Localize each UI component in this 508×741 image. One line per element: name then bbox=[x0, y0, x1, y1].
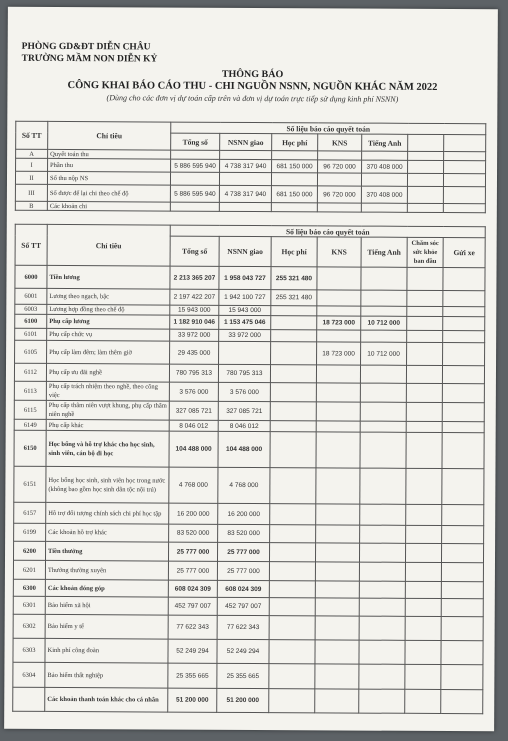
row-nsnn-giao: 25 355 665 bbox=[217, 663, 269, 688]
col-header-nsnn-giao: NSNN giao bbox=[219, 236, 271, 266]
row-empty bbox=[443, 187, 485, 204]
org-line-1: PHÒNG GD&ĐT DIỄN CHÂU bbox=[21, 41, 151, 53]
row-stt: 6100 bbox=[15, 314, 47, 328]
row-name: Số thu nộp NS bbox=[47, 171, 170, 185]
org-line-2: TRƯỜNG MẦM NON DIỄN KỶ bbox=[21, 53, 158, 65]
organization-header bbox=[22, 41, 158, 66]
row-empty bbox=[443, 204, 485, 213]
row-name: Phần thu bbox=[48, 158, 171, 172]
col-header-nsnn-giao: NSNN giao bbox=[220, 133, 272, 150]
row-name: Phụ cấp ưu đãi nghề bbox=[46, 363, 169, 382]
col-header-group: Số liệu báo cáo quyết toán bbox=[170, 225, 485, 238]
row-stt: B bbox=[15, 201, 47, 210]
row-gui-xe bbox=[441, 689, 483, 713]
col-header-kns: KNS bbox=[317, 237, 361, 267]
row-nsnn-giao: 4 768 000 bbox=[218, 467, 270, 503]
row-tieng-anh bbox=[360, 421, 406, 432]
row-hoc-phi bbox=[269, 581, 315, 598]
row-name: Lương theo ngạch, bậc bbox=[47, 288, 170, 305]
row-tong-so bbox=[171, 150, 220, 159]
row-kns bbox=[317, 267, 361, 290]
row-hoc-phi bbox=[269, 640, 315, 664]
row-hoc-phi: 681 150 000 bbox=[272, 160, 318, 173]
row-stt: 6157 bbox=[14, 502, 46, 523]
table-row bbox=[13, 560, 483, 581]
row-nsnn-giao bbox=[219, 202, 271, 211]
row-gui-xe bbox=[441, 616, 483, 640]
row-nsnn-giao: 25 777 000 bbox=[217, 561, 269, 580]
row-nsnn-giao: 3 576 000 bbox=[218, 382, 270, 401]
row-nsnn-giao: 327 085 721 bbox=[218, 401, 270, 420]
row-hoc-phi bbox=[271, 203, 317, 212]
row-hoc-phi bbox=[269, 664, 315, 689]
col-header-tieng-anh: Tiếng Anh bbox=[362, 134, 408, 151]
row-name: Lương hợp đồng theo chế độ bbox=[47, 304, 170, 315]
row-tong-so: 327 085 721 bbox=[169, 401, 218, 420]
row-kns: 18 723 000 bbox=[317, 316, 361, 330]
row-gui-xe bbox=[442, 433, 484, 469]
row-stt: 6115 bbox=[14, 400, 46, 419]
row-gui-xe bbox=[443, 307, 485, 317]
row-tieng-anh bbox=[360, 432, 406, 468]
row-name: Phụ cấp chức vụ bbox=[47, 328, 170, 341]
table-row bbox=[14, 502, 484, 525]
row-name: Phụ cấp thâm niên vượt khung, phụ cấp thâm niên nghề bbox=[46, 400, 169, 420]
row-hoc-phi bbox=[271, 173, 317, 186]
row-gui-xe bbox=[441, 664, 483, 689]
row-name: Các khoản hỗ trợ khác bbox=[46, 523, 169, 542]
row-empty bbox=[444, 152, 486, 161]
row-tong-so: 8 046 012 bbox=[169, 420, 218, 431]
row-cham-soc bbox=[406, 432, 442, 468]
row-hoc-phi bbox=[270, 432, 316, 468]
row-name: Tiền thưởng bbox=[45, 541, 168, 561]
row-tong-so: 608 024 309 bbox=[168, 580, 217, 597]
row-tieng-anh bbox=[361, 173, 407, 186]
row-nsnn-giao: 1 942 100 727 bbox=[219, 289, 271, 305]
row-name: Kinh phí công đoàn bbox=[45, 638, 168, 663]
row-kns bbox=[315, 581, 359, 598]
row-tong-so: 5 886 595 940 bbox=[171, 159, 220, 172]
col-header-empty-1 bbox=[408, 134, 444, 151]
row-kns bbox=[317, 306, 361, 316]
row-tieng-anh bbox=[360, 525, 406, 543]
row-name: Phụ cấp lương bbox=[47, 314, 170, 329]
row-nsnn-giao: 4 738 317 940 bbox=[219, 185, 271, 202]
row-tong-so: 1 182 910 046 bbox=[170, 315, 219, 329]
row-nsnn-giao: 104 488 000 bbox=[218, 431, 270, 467]
col-header-tieng-anh: Tiếng Anh bbox=[361, 237, 407, 267]
row-kns bbox=[317, 173, 361, 186]
row-tieng-anh bbox=[360, 468, 406, 504]
row-hoc-phi bbox=[270, 402, 316, 421]
row-nsnn-giao: 33 972 000 bbox=[219, 329, 271, 341]
col-header-kns: KNS bbox=[318, 134, 362, 151]
row-tong-so: 15 943 000 bbox=[170, 305, 219, 315]
row-cham-soc bbox=[406, 525, 442, 543]
row-stt: 6001 bbox=[15, 288, 47, 304]
row-tieng-anh bbox=[359, 664, 405, 689]
row-name: Hỗ trợ đối tượng chính sách chi phí học tập bbox=[46, 502, 169, 524]
col-header-empty-2 bbox=[444, 135, 486, 152]
row-nsnn-giao bbox=[219, 172, 271, 185]
row-cham-soc bbox=[406, 383, 442, 402]
row-empty bbox=[408, 151, 444, 160]
row-tieng-anh bbox=[359, 581, 405, 598]
expenditure-table bbox=[12, 224, 486, 714]
col-header-chi-tieu: Chỉ tiêu bbox=[48, 121, 171, 150]
row-hoc-phi bbox=[270, 525, 316, 543]
row-stt: 6303 bbox=[13, 638, 45, 662]
row-stt: 6199 bbox=[14, 523, 46, 541]
row-stt: 6149 bbox=[14, 419, 46, 430]
row-gui-xe bbox=[442, 505, 484, 526]
row-tieng-anh bbox=[360, 365, 406, 383]
row-kns bbox=[316, 365, 360, 383]
row-kns bbox=[315, 543, 359, 562]
row-tieng-anh bbox=[359, 543, 405, 562]
row-cham-soc bbox=[405, 543, 441, 562]
table-row bbox=[13, 541, 483, 562]
row-tong-so: 780 795 313 bbox=[169, 364, 218, 382]
row-hoc-phi bbox=[269, 689, 315, 713]
notice-title: THÔNG BÁO bbox=[221, 68, 284, 81]
row-name: Học bổng học sinh, sinh viên học trong nước (không bao gồm học sinh dân tộc nội trú) bbox=[46, 466, 169, 503]
row-kns bbox=[318, 151, 362, 160]
row-tieng-anh bbox=[361, 290, 407, 306]
row-tong-so: 16 200 000 bbox=[169, 503, 218, 524]
row-nsnn-giao: 77 622 343 bbox=[217, 615, 269, 639]
row-tieng-anh bbox=[361, 267, 407, 290]
row-gui-xe bbox=[441, 581, 483, 598]
row-cham-soc bbox=[405, 689, 441, 713]
row-hoc-phi: 255 321 480 bbox=[271, 290, 317, 306]
row-hoc-phi bbox=[271, 342, 317, 365]
row-empty bbox=[408, 160, 444, 173]
row-kns bbox=[315, 640, 359, 664]
row-tieng-anh bbox=[362, 151, 408, 160]
row-cham-soc bbox=[407, 330, 443, 342]
row-stt: 6112 bbox=[14, 363, 46, 381]
row-hoc-phi bbox=[271, 306, 317, 316]
row-hoc-phi bbox=[271, 316, 317, 330]
row-name: Học bổng và hỗ trợ khác cho học sinh, sinh viên, cán bộ đi học bbox=[46, 430, 169, 467]
table-row bbox=[13, 662, 483, 689]
row-name: Thưởng thường xuyên bbox=[45, 560, 168, 580]
row-gui-xe bbox=[441, 640, 483, 664]
row-kns: 96 720 000 bbox=[317, 186, 361, 203]
row-tong-so: 4 768 000 bbox=[169, 467, 218, 503]
row-tong-so bbox=[170, 172, 219, 185]
table-row bbox=[14, 381, 484, 402]
row-tieng-anh bbox=[360, 383, 406, 402]
row-tieng-anh bbox=[360, 504, 406, 525]
table-row bbox=[13, 638, 483, 664]
row-name: Tiền lương bbox=[47, 265, 170, 289]
row-kns bbox=[317, 290, 361, 306]
row-hoc-phi bbox=[270, 421, 316, 432]
col-header-gui-xe: Gửi xe bbox=[443, 238, 485, 268]
col-header-cham-soc: Chăm sóc sức khỏe ban đầu bbox=[407, 237, 443, 267]
row-kns bbox=[315, 598, 359, 616]
row-kns: 18 723 000 bbox=[317, 342, 361, 365]
col-header-tong-so: Tổng số bbox=[171, 133, 220, 150]
row-name: Bảo hiểm thất nghiệp bbox=[45, 662, 168, 688]
row-hoc-phi bbox=[269, 562, 315, 581]
row-tong-so: 5 886 595 940 bbox=[170, 185, 219, 202]
row-gui-xe bbox=[442, 526, 484, 544]
table-row bbox=[14, 430, 484, 468]
row-tieng-anh: 370 408 000 bbox=[361, 186, 407, 203]
row-gui-xe bbox=[441, 544, 483, 563]
row-kns bbox=[316, 525, 360, 543]
row-stt: 6200 bbox=[13, 541, 45, 560]
row-gui-xe bbox=[441, 598, 483, 616]
row-hoc-phi bbox=[269, 616, 315, 640]
row-kns bbox=[316, 383, 360, 402]
table-row bbox=[13, 687, 483, 713]
row-stt: 6000 bbox=[15, 265, 47, 288]
row-hoc-phi bbox=[271, 330, 317, 342]
row-cham-soc bbox=[407, 306, 443, 316]
row-nsnn-giao: 51 200 000 bbox=[217, 688, 269, 712]
report-title: CÔNG KHAI BÁO CÁO THU - CHI NGUỒN NSNN, NGUỒN KHÁC NĂM 2022 bbox=[67, 80, 438, 93]
row-name: Số được để lại chi theo chế độ bbox=[47, 184, 170, 202]
row-nsnn-giao: 16 200 000 bbox=[218, 503, 270, 524]
row-cham-soc bbox=[405, 562, 441, 581]
row-tong-so: 52 249 294 bbox=[168, 639, 217, 663]
row-tieng-anh bbox=[359, 689, 405, 713]
row-gui-xe bbox=[443, 268, 485, 291]
row-kns bbox=[316, 432, 360, 468]
row-hoc-phi bbox=[270, 504, 316, 525]
report-subtitle: (Dùng cho các đơn vị dự toán cấp trên và đơn vị dự toán trực tiếp sử dụng kinh phí NSNN) bbox=[106, 93, 399, 104]
row-kns bbox=[317, 203, 361, 212]
row-stt: 6003 bbox=[15, 304, 47, 314]
row-gui-xe bbox=[443, 317, 485, 331]
row-cham-soc bbox=[407, 267, 443, 290]
row-tong-so: 29 435 000 bbox=[170, 341, 219, 364]
row-name: Bảo hiểm y tế bbox=[45, 614, 168, 639]
row-hoc-phi bbox=[270, 365, 316, 383]
row-stt: 6304 bbox=[13, 662, 45, 687]
row-stt: I bbox=[16, 158, 48, 171]
table-row bbox=[15, 265, 485, 290]
row-stt bbox=[13, 687, 45, 711]
col-header-hoc-phi: Học phí bbox=[271, 237, 317, 267]
row-tieng-anh bbox=[361, 306, 407, 316]
row-stt: III bbox=[15, 184, 47, 201]
table-row bbox=[15, 201, 485, 212]
row-hoc-phi bbox=[270, 383, 316, 402]
row-cham-soc bbox=[405, 640, 441, 664]
row-hoc-phi bbox=[269, 598, 315, 616]
row-kns bbox=[316, 402, 360, 421]
row-cham-soc bbox=[405, 664, 441, 689]
col-header-group: Số liệu báo cáo quyết toán bbox=[171, 122, 486, 135]
row-stt: 6300 bbox=[13, 579, 45, 596]
row-stt: 6113 bbox=[14, 381, 46, 400]
row-kns bbox=[317, 330, 361, 342]
row-tieng-anh bbox=[361, 330, 407, 342]
row-cham-soc bbox=[405, 598, 441, 616]
row-hoc-phi: 255 321 480 bbox=[271, 267, 317, 290]
row-gui-xe bbox=[443, 331, 485, 343]
row-tong-so: 452 797 007 bbox=[168, 597, 217, 615]
row-tong-so: 25 777 000 bbox=[168, 561, 217, 580]
row-cham-soc bbox=[406, 365, 442, 383]
row-empty bbox=[407, 186, 443, 203]
row-stt: 6151 bbox=[14, 466, 46, 502]
row-name: Phụ cấp khác bbox=[46, 419, 169, 431]
row-cham-soc bbox=[406, 468, 442, 504]
row-tong-so: 25 355 665 bbox=[168, 663, 217, 688]
table-row bbox=[13, 614, 483, 640]
col-header-stt: Số TT bbox=[16, 121, 48, 149]
row-tong-so: 2 197 422 207 bbox=[170, 289, 219, 305]
row-empty bbox=[407, 173, 443, 186]
row-name: Các khoản đóng góp bbox=[45, 579, 168, 597]
row-gui-xe bbox=[441, 563, 483, 582]
row-tieng-anh bbox=[359, 562, 405, 581]
row-nsnn-giao: 4 738 317 940 bbox=[220, 159, 272, 172]
row-tieng-anh bbox=[359, 640, 405, 664]
col-header-tong-so: Tổng số bbox=[170, 236, 219, 266]
table-row bbox=[15, 340, 485, 365]
row-gui-xe bbox=[442, 366, 484, 384]
row-stt: 6105 bbox=[15, 340, 47, 363]
row-nsnn-giao: 452 797 007 bbox=[217, 597, 269, 615]
row-name: Các khoản chi bbox=[47, 201, 170, 211]
row-stt: 6150 bbox=[14, 430, 46, 466]
row-kns: 96 720 000 bbox=[318, 160, 362, 173]
row-cham-soc bbox=[406, 504, 442, 525]
row-nsnn-giao: 15 943 000 bbox=[219, 305, 271, 315]
row-empty bbox=[444, 161, 486, 174]
row-name: Phụ cấp trách nhiệm theo nghề, theo công việc bbox=[46, 381, 169, 401]
col-header-chi-tieu: Chỉ tiêu bbox=[47, 224, 170, 266]
row-hoc-phi bbox=[269, 543, 315, 562]
row-kns bbox=[315, 616, 359, 640]
row-cham-soc bbox=[407, 316, 443, 330]
row-gui-xe bbox=[443, 343, 485, 366]
document-page bbox=[4, 7, 498, 732]
row-nsnn-giao: 1 958 043 727 bbox=[219, 266, 271, 289]
row-gui-xe bbox=[442, 403, 484, 422]
row-cham-soc bbox=[407, 342, 443, 365]
row-cham-soc bbox=[405, 616, 441, 640]
row-stt: A bbox=[16, 149, 48, 158]
row-kns bbox=[316, 421, 360, 432]
row-tong-so bbox=[170, 202, 219, 211]
row-nsnn-giao bbox=[219, 341, 271, 364]
row-cham-soc bbox=[405, 581, 441, 598]
row-nsnn-giao: 52 249 294 bbox=[217, 639, 269, 663]
row-kns bbox=[315, 664, 359, 689]
row-name: Quyết toán thu bbox=[48, 149, 171, 159]
row-nsnn-giao: 780 795 313 bbox=[218, 364, 270, 382]
row-gui-xe bbox=[443, 291, 485, 307]
row-gui-xe bbox=[442, 384, 484, 403]
row-cham-soc bbox=[407, 290, 443, 306]
row-stt: 6201 bbox=[13, 560, 45, 579]
row-kns bbox=[315, 562, 359, 581]
table-row bbox=[14, 466, 484, 504]
row-tong-so: 2 213 365 207 bbox=[170, 266, 219, 289]
row-hoc-phi bbox=[272, 151, 318, 160]
row-hoc-phi: 681 150 000 bbox=[271, 186, 317, 203]
row-tieng-anh bbox=[359, 616, 405, 640]
row-cham-soc bbox=[406, 402, 442, 421]
row-name: Các khoản thanh toán khác cho cá nhân bbox=[45, 687, 168, 712]
row-name: Phụ cấp làm đêm; làm thêm giờ bbox=[47, 340, 170, 364]
row-tieng-anh: 10 712 000 bbox=[361, 316, 407, 330]
table-row bbox=[14, 400, 484, 421]
revenue-table bbox=[15, 121, 487, 213]
row-nsnn-giao: 8 046 012 bbox=[218, 420, 270, 431]
row-tieng-anh bbox=[361, 203, 407, 212]
row-name: Bảo hiểm xã hội bbox=[45, 596, 168, 615]
row-tong-so: 3 576 000 bbox=[169, 382, 218, 401]
row-tong-so: 33 972 000 bbox=[170, 329, 219, 341]
row-kns bbox=[316, 468, 360, 504]
row-nsnn-giao: 25 777 000 bbox=[217, 542, 269, 561]
row-gui-xe bbox=[442, 469, 484, 505]
row-nsnn-giao: 608 024 309 bbox=[217, 580, 269, 597]
row-hoc-phi bbox=[270, 468, 316, 504]
row-nsnn-giao: 83 520 000 bbox=[218, 524, 270, 542]
col-header-stt: Số TT bbox=[15, 224, 47, 265]
row-nsnn-giao bbox=[220, 150, 272, 159]
col-header-hoc-phi: Học phí bbox=[272, 134, 318, 151]
row-tieng-anh bbox=[359, 598, 405, 616]
row-tieng-anh: 10 712 000 bbox=[361, 342, 407, 365]
row-stt: 6301 bbox=[13, 596, 45, 614]
row-kns bbox=[315, 689, 359, 713]
row-tieng-anh bbox=[360, 402, 406, 421]
row-stt: II bbox=[15, 171, 47, 184]
row-tieng-anh: 370 408 000 bbox=[362, 160, 408, 173]
row-empty bbox=[407, 203, 443, 212]
row-tong-so: 51 200 000 bbox=[168, 688, 217, 712]
row-tong-so: 104 488 000 bbox=[169, 431, 218, 467]
row-kns bbox=[316, 504, 360, 525]
row-tong-so: 25 777 000 bbox=[168, 542, 217, 561]
row-stt: 6302 bbox=[13, 614, 45, 638]
row-nsnn-giao: 1 153 475 046 bbox=[219, 315, 271, 329]
row-gui-xe bbox=[442, 422, 484, 433]
row-stt: 6101 bbox=[15, 328, 47, 340]
row-tong-so: 83 520 000 bbox=[169, 524, 218, 542]
row-tong-so: 77 622 343 bbox=[168, 615, 217, 639]
row-empty bbox=[443, 174, 485, 187]
row-cham-soc bbox=[406, 421, 442, 432]
